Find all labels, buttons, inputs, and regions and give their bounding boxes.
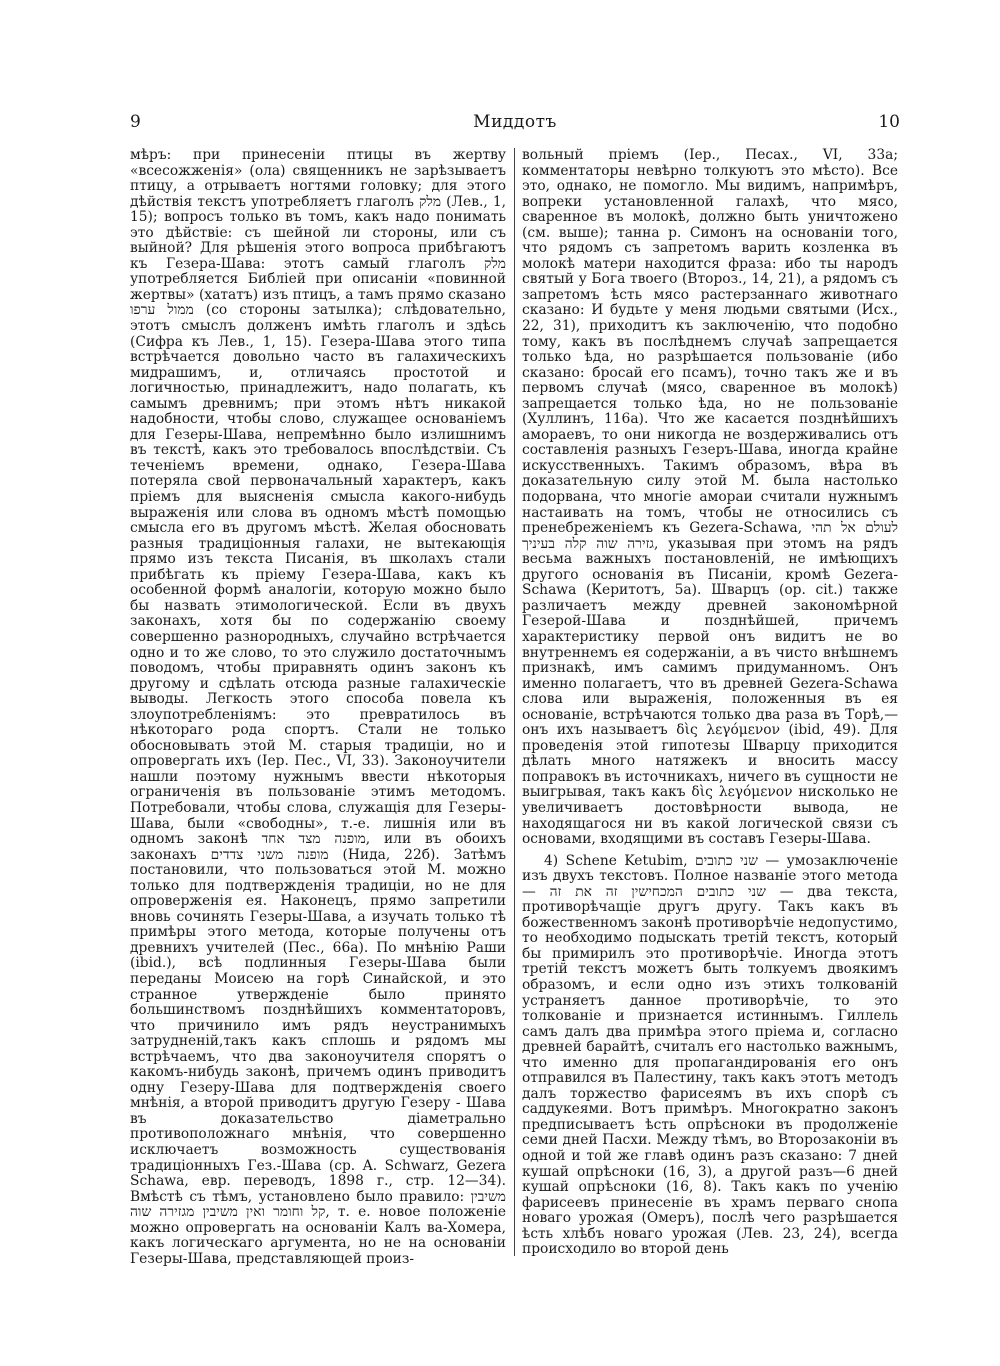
left-paragraph-1: мѣръ: при принесеніи птицы въ жертву «всесожженія» (ола) священникъ не зарѣзываетъ птицу, а отрываетъ ногтями головку; для этого дѣйствія текстъ употребляетъ глаголъ מלק (Лев., 1, 15); вопросъ только въ томъ, какъ надо понимать это дѣйствіе: съ шейной ли стороны, или съ выйной? Для рѣшенія этого вопроса прибѣгаютъ къ Гезера-Шава: этотъ самый глаголъ מלק употребляется Библіей при описаніи «повинной жертвы» (хататъ) изъ птицъ, а тамъ прямо сказано ממול ערפו (со стороны затылка); слѣдовательно, этотъ смыслъ долженъ имѣть глаголъ и здѣсь (Сифра къ Лев., 1, 15). Гезера-Шава этого типа встрѣчается довольно часто въ галахическихъ мидрашимъ, и, отличаясь простотой и логичностью, принадлежитъ, надо полагать, къ самымъ древнимъ; при этомъ нѣтъ никакой надобности, чтобы слово, служащее основаніемъ для Гезеры-Шава, непремѣнно было излишнимъ въ текстѣ, какъ это требовалось впослѣдствіи. Съ теченіемъ времени, однако, Гезера-Шава потеряла свой первоначальный характеръ, какъ пріемъ для выясненія смысла какого-нибудь выраженія или слова въ одномъ мѣстѣ помощью смысла его въ другомъ мѣстѣ. Желая обосновать разныя традиціонныя галахи, не вытекающія прямо изъ текста Писанія, въ школахъ стали прибѣгать къ пріему Гезера-Шава, какъ къ особенной формѣ аналогіи, которую можно было бы назвать этимологической. Если въ двухъ законахъ, хотя бы по содержанію своему совершенно разнородныхъ, случайно встрѣчается одно и то же слово, то это служило достаточнымъ поводомъ, чтобы приравнять одинъ законъ къ другому и сдѣлать отсюда разные галахическіе выводы. Легкость этого способа повела къ злоупотребленіямъ: это превратилось въ нѣкотораго рода спортъ. Стали не только обосновывать этой М. старыя традиціи, но и опровергать ихъ (Іер. Пес., VI, 33). Законоучители нашли поэтому нужнымъ ввести нѣкоторыя ограниченія въ пользованіе этимъ методомъ. Потребовали, чтобы слова, служащія для Гезеры-Шава, были «свободны», т.-е. лишнія или въ одномъ законѣ מופנה מצד אחד, или въ обоихъ законахъ מופנה משני צדדים (Нида, 22б). Затѣмъ постановили, что пользоваться этой М. можно только для подтвержденія традиціи, но не для опроверженія ея. Наконецъ, прямо запретили вновь сочинять Гезеры-Шава, а изучать только тѣ примѣры этого метода, которые получены отъ древнихъ учителей (Пес., 66а). По мнѣнію Раши (ibid.), всѣ подлинныя Гезеры-Шава были переданы Моисею на горѣ Синайской, и это странное утвержденіе было принято большинствомъ позднѣйшихъ комментаторовъ, что причинило имъ рядъ неустранимыхъ затрудненій,такъ какъ сплошь и рядомъ мы встрѣчаемъ, что два законоучителя спорятъ о какомъ-нибудь законѣ, причемъ одинъ приводитъ одну Гезеру-Шава для подтвержденія своего мнѣнія, а второй приводитъ другую Гезеру - Шава въ доказательство діаметрально противоположнаго мнѣнія, что совершенно исключаетъ возможность существованія традиціонныхъ Гез.-Шава (ср. A. Schwarz, Gezera Schawa, евр. переводъ, 1898 г., стр. 12—34). Вмѣстѣ съ тѣмъ, установлено было правило: משיבין קל וחומר ואין משיבין מגזירה שוה, т. е. новое положеніе можно опровергать на основаніи Калъ ва-Хомера, какъ логическаго аргумента, но не на основаніи Гезеры-Шава, представляющей произ-	[130, 148, 506, 1266]
right-paragraph-2: 4) Schene Ketubim, שני כתובים — умозаключеніе изъ двухъ текстовъ. Полное названіе этого метода — שני כתובים המכחישין זה את זה — два текста, противорѣчащіе другъ другу. Такъ какъ въ божественномъ законѣ противорѣчіе недопустимо, то необходимо подыскать третій текстъ, который бы примирилъ это противорѣчіе. Иногда этотъ третій текстъ можетъ быть толкуемъ двоякимъ образомъ, и если одно изъ этихъ толкованій устраняетъ данное противорѣчіе, то это толкованіе и признается истиннымъ. Гиллель самъ далъ два примѣра этого пріема и, согласно древней барайтѣ, считалъ его настолько важнымъ, что именно для пропагандированія его онъ отправился въ Палестину, такъ какъ этотъ методъ далъ торжество фарисеямъ въ ихъ спорѣ съ саддукеями. Вотъ примѣръ. Многократно законъ предписываетъ ѣсть опрѣсноки въ продолженіе семи дней Пасхи. Между тѣмъ, во Второзаконіи въ одной и той же главѣ одинъ разъ сказано: 7 дней кушай опрѣсноки (16, 3), а другой разъ—6 дней кушай опрѣсноки (16, 8). Такъ какъ по ученію фарисеевъ принесеніе въ храмъ перваго снопа новаго урожая (Омеръ), послѣ чего разрѣшается ѣсть хлѣбъ новаго урожая (Лев. 23, 24), всегда происходило во второй день	[522, 852, 898, 1258]
right-paragraph-1: вольный пріемъ (Іер., Песах., VI, 33а; комментаторы невѣрно толкуютъ это мѣсто). Все это, однако, не помогло. Мы видимъ, напримѣръ, вопреки установленной галахѣ, что мясо, сваренное въ молокѣ, должно быть уничтожено (см. выше); танна р. Симонъ на основаніи того, что рядомъ съ запретомъ варить козленка въ молокѣ матери находится фраза: ибо ты народъ святый у Бога твоего (Второз., 14, 21), а рядомъ съ запретомъ ѣсть мясо растерзаннаго животнаго сказано: И будьте у меня людьми святыми (Исх., 22, 31), приходитъ къ заключенію, что подобно тому, какъ въ послѣднемъ случаѣ запрещается только ѣда, но разрѣшается пользованіе (ибо сказано: бросай его псамъ), точно такъ же и въ первомъ случаѣ (мясо, сваренное въ молокѣ) запрещается только ѣда, но не пользованіе (Хуллинъ, 116а). Что же касается позднѣйшихъ амораевъ, то они никогда не воздерживались отъ составленія разныхъ Гезеръ-Шава, иногда крайне искусственныхъ. Такимъ образомъ, вѣра въ доказательную силу этой М. была настолько подорвана, что многіе амораи считали нужнымъ настаивать на томъ, чтобы не относились съ пренебреженіемъ къ Gezera-Schawa, לעולם אל תהי גזירה שוה קלה בעיניך, указывая при этомъ на рядъ весьма важныхъ постановленій, не имѣющихъ другого основанія въ Писаніи, кромѣ Gezera-Schawa (Керитотъ, 5а). Шварцъ (op. cit.) также различаетъ между древней закономѣрной Гезерой-Шава и позднѣйшей, причемъ характеристику первой онъ видитъ не во внутреннемъ ея содержаніи, а въ чисто внѣшнемъ признакѣ, имъ самимъ придуманномъ. Онъ именно полагаетъ, что въ древней Gezera-Schawa слова или выраженія, положенныя въ ея основаніе, встрѣчаются только два раза въ Торѣ,—онъ ихъ называетъ δὶς λεγόμενον (ibid, 49). Для проведенія этой гипотезы Шварцу приходится дѣлать много натяжекъ и вносить массу поправокъ въ источникахъ, ничего въ сущности не выигрывая, такъ какъ δὶς λεγόμενον нисколько не увеличиваетъ достовѣрности вывода, не находящагося ни въ какой логической связи съ основами, входящими въ составъ Гезеры-Шава.	[522, 148, 898, 848]
page-number-right: 10	[878, 112, 900, 132]
page-number-left: 9	[130, 112, 141, 132]
page-header	[130, 112, 900, 136]
column-divider	[514, 148, 515, 1256]
text-columns	[130, 148, 900, 1266]
running-title: Миддотъ	[473, 112, 557, 132]
left-column	[130, 148, 506, 1266]
right-column	[522, 148, 898, 1266]
